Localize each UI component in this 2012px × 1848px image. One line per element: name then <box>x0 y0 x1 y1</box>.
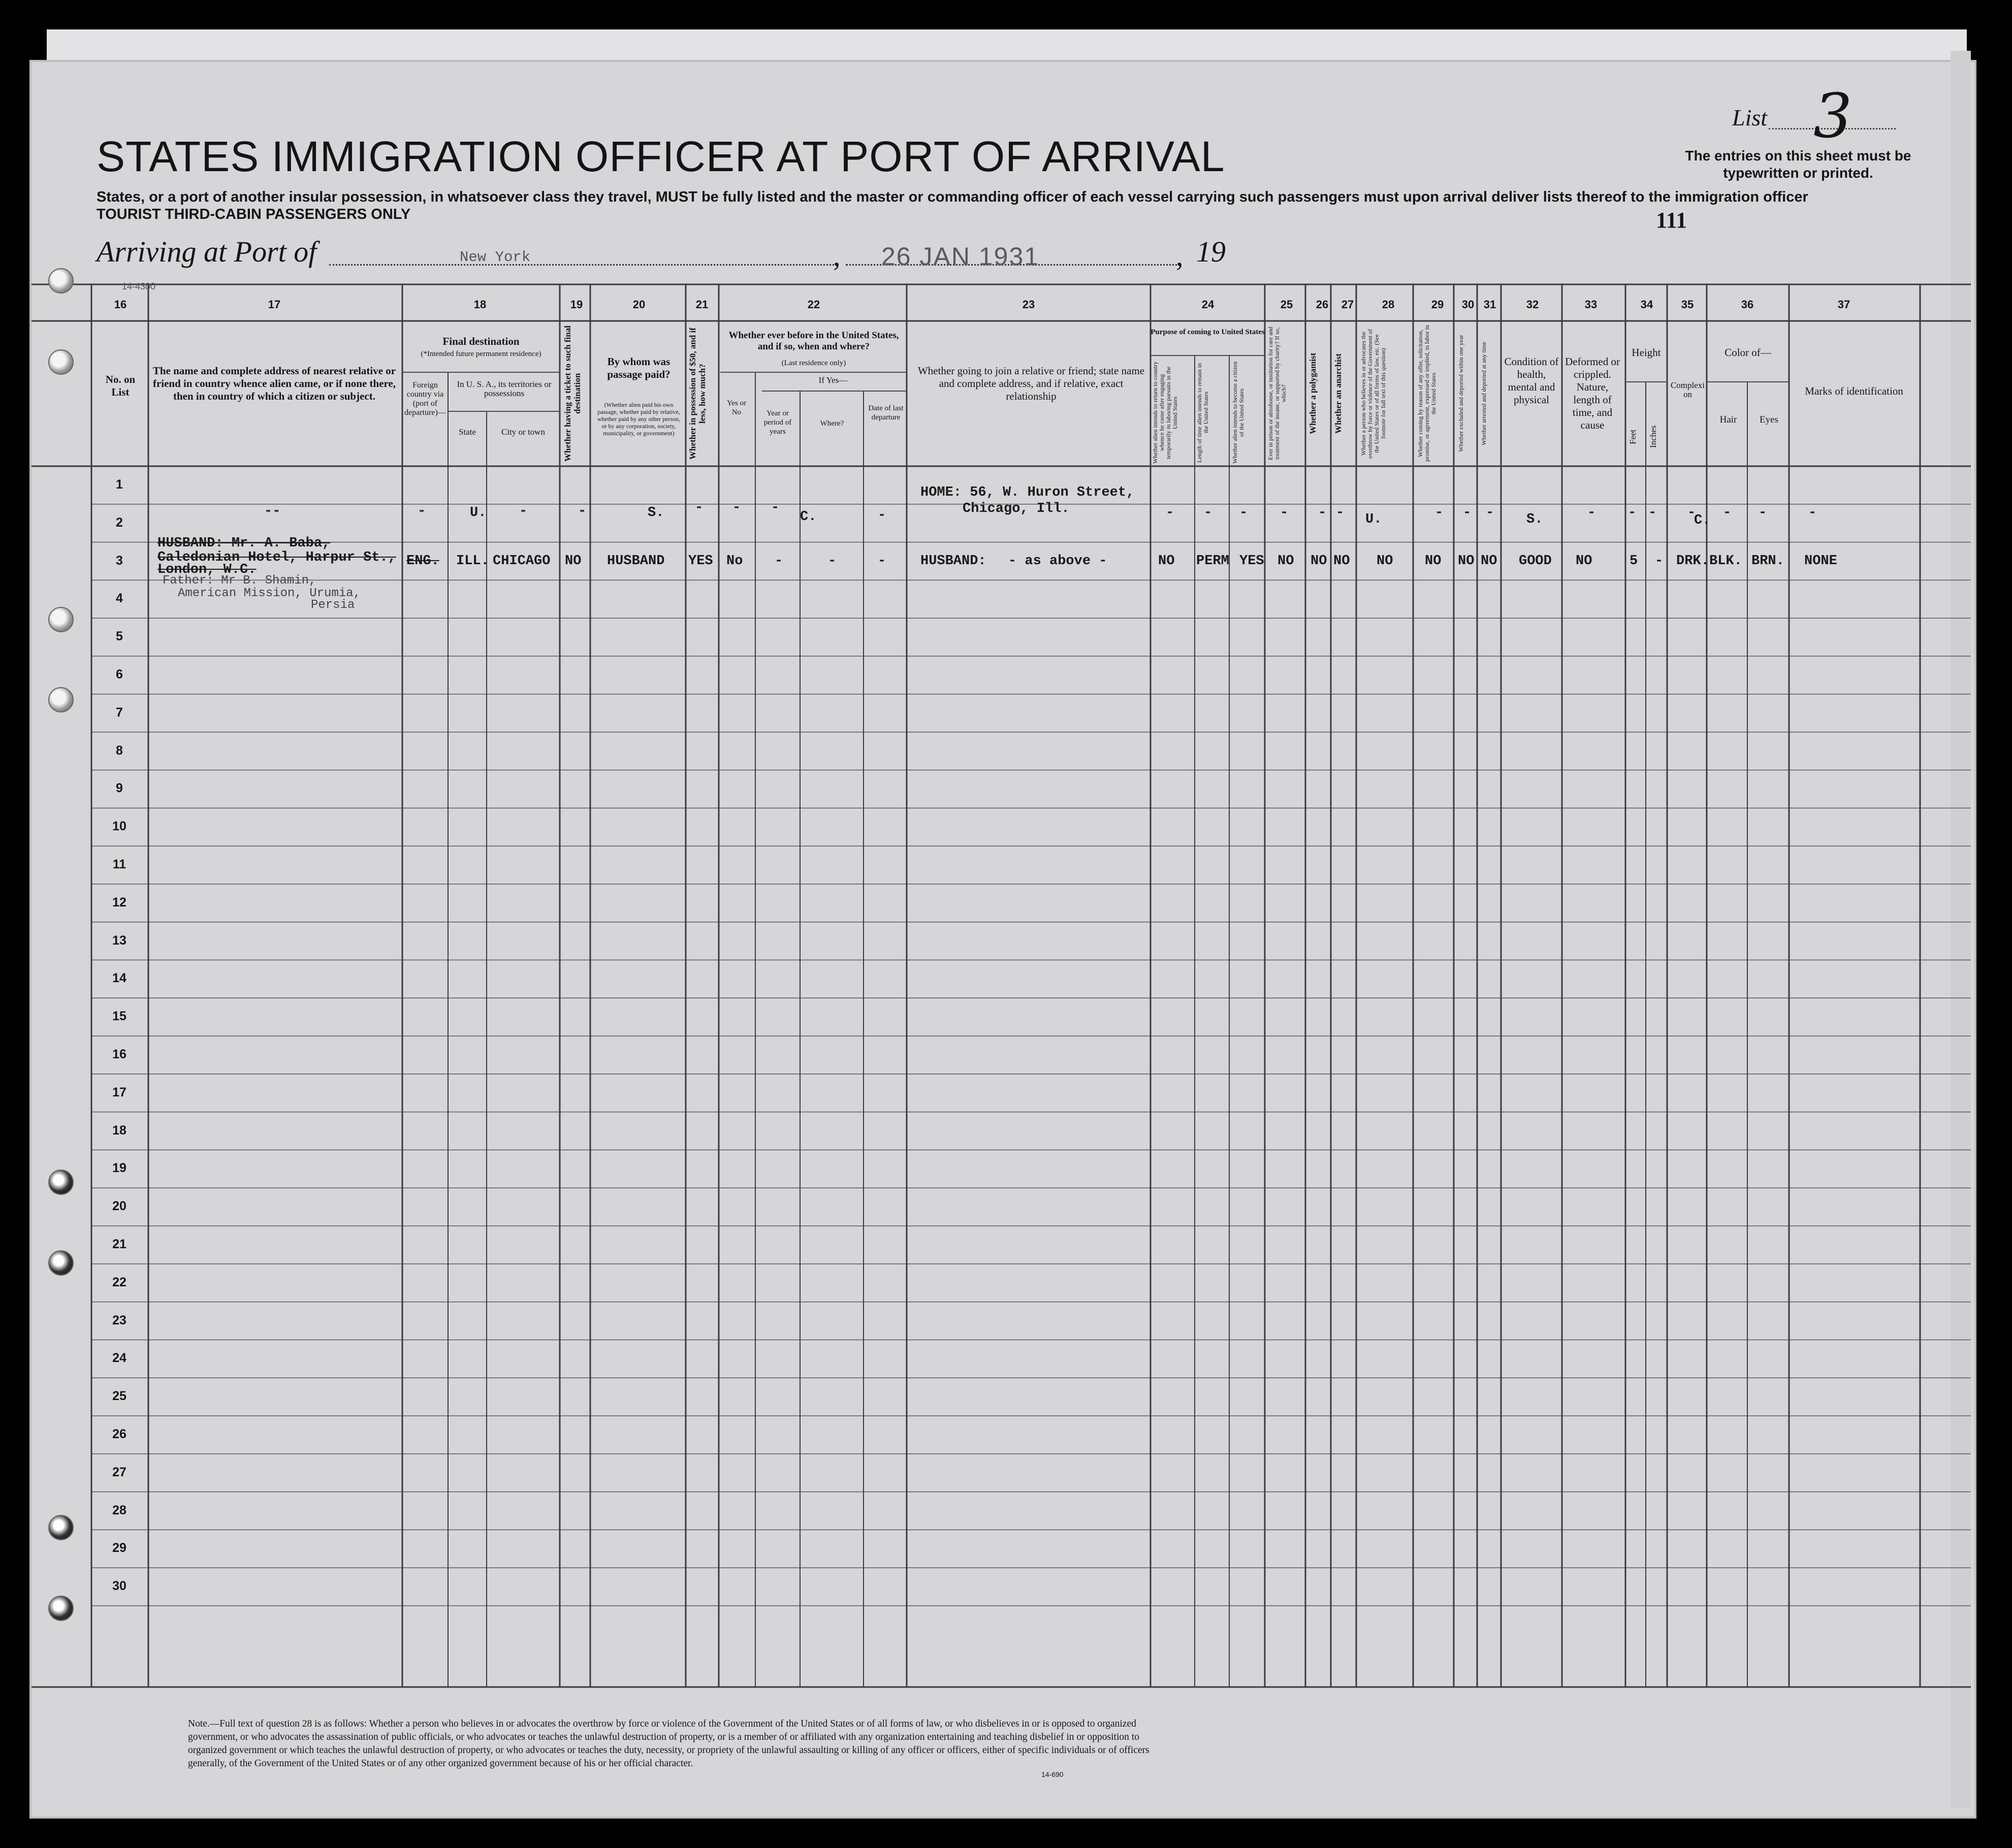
r1-q26: - <box>1318 505 1327 521</box>
row-number: 16 <box>112 1047 126 1061</box>
column-number: 17 <box>268 298 281 311</box>
r2-possession: YES <box>688 554 713 569</box>
header-health: Condition of health, mental and physical <box>1504 355 1559 406</box>
header-purpose-length: Length of time alien intends to remain in the United States <box>1196 363 1209 463</box>
r2-date: - <box>878 554 886 569</box>
port-value: New York <box>460 249 531 266</box>
r1-join-line2: Chicago, Ill. <box>963 501 1070 516</box>
row-number: 17 <box>112 1085 126 1099</box>
r3-relative-line2: American Mission, Urumia, <box>178 587 361 600</box>
r2-foreign: ENG. <box>406 554 439 569</box>
header-join-relative: Whether going to join a relative or friend; state name and complete address, and if relative, exact relationship <box>917 365 1145 402</box>
header-complexion: Complexion <box>1670 380 1705 399</box>
r1-ticket: - <box>578 504 587 519</box>
header-deformed: Deformed or crippled. Nature, length of time, and cause <box>1565 355 1620 431</box>
row-number: 4 <box>116 591 123 606</box>
header-where: Where? <box>820 419 844 428</box>
r3-relative-line3: Persia <box>311 598 355 612</box>
row-number: 12 <box>112 895 126 910</box>
sheet-number: 111 <box>1656 208 1687 233</box>
r2-where: - <box>828 554 837 569</box>
row-number: 13 <box>112 933 126 948</box>
r1-q31: - <box>1486 505 1494 521</box>
row-number: 27 <box>112 1465 126 1479</box>
r1-complexion-dash: - <box>1687 505 1696 521</box>
r1-foreign: - <box>418 504 426 519</box>
r1-inches: - <box>1648 505 1657 521</box>
r1-q28: U. <box>1365 512 1382 527</box>
row-number: 14 <box>112 971 126 986</box>
row-number: 8 <box>116 743 123 758</box>
row-number: 6 <box>116 667 123 682</box>
header-anarchist: Whether an anarchist <box>1333 353 1343 434</box>
r2-city: CHICAGO <box>493 554 551 569</box>
header-passage-paid: By whom was passage paid? <box>607 355 670 380</box>
port-dotted-line <box>329 264 837 266</box>
r1-q29: - <box>1435 505 1444 521</box>
entries-note: The entries on this sheet must be typewritten or printed. <box>1685 148 1911 181</box>
row-number: 18 <box>112 1123 126 1138</box>
r2-relative-line1: HUSBAND: Mr. A. Baba, <box>157 536 331 551</box>
r1-q27: - <box>1336 505 1345 521</box>
r2-relative-line2: Caledonian Hotel, Harpur St., <box>157 550 396 565</box>
row-number: 9 <box>116 781 123 796</box>
header-final-destination: Final destination <box>442 335 520 347</box>
punch-hole <box>48 1515 74 1540</box>
form-number: 14-4300 <box>122 281 156 291</box>
row-number: 10 <box>112 819 126 834</box>
r1-city: - <box>519 504 528 519</box>
row-number: 21 <box>112 1237 126 1251</box>
r2-deformed: NO <box>1576 554 1592 569</box>
date-stamp: 26 JAN 1931 <box>881 242 1040 271</box>
r2-eyes: BRN. <box>1751 554 1784 569</box>
r2-q26: NO <box>1311 554 1327 569</box>
r2-state: ILL. <box>456 554 489 569</box>
header-date-departure: Date of last departure <box>868 404 904 422</box>
column-number: 18 <box>473 298 487 311</box>
column-number: 29 <box>1431 298 1444 311</box>
row-number: 23 <box>112 1313 126 1327</box>
column-number: 34 <box>1640 298 1653 311</box>
column-number: 30 <box>1461 298 1475 311</box>
footnote: Note.—Full text of question 28 is as follows: Whether a person who believes in or advocates the overthrow by force or violence of the Government of the United States or of all forms of law, or who disbelieves in or is opposed to organized government, or who advocates the assassination of public officials, or who advocates or teaches the unlawful destruction of property, or is a member of or affiliated with any organization entertaining and teaching disbelief in or opposition to organized government or which teaches the unlawful destruction of property, or who advocates or teaches the duty, necessity, or propriety of the unlawful assaulting or killing of any officer or officers, either of specific individuals or of officers generally, of the Government of the United States or of any other organized government because of his or her official character. <box>188 1719 1149 1769</box>
r2-feet: 5 <box>1630 554 1638 569</box>
footnote-form-number: 14-690 <box>1041 1770 1064 1778</box>
header-feet: Feet <box>1628 429 1638 444</box>
r1-purpose-b: - <box>1204 505 1212 521</box>
page-title: STATES IMMIGRATION OFFICER AT PORT OF ARRIVAL <box>97 133 1225 180</box>
header-marks: Marks of identification <box>1805 385 1903 397</box>
column-number: 24 <box>1201 298 1215 311</box>
row-number: 7 <box>116 705 123 720</box>
comma: , <box>1176 239 1184 272</box>
row-number: 11 <box>112 857 126 871</box>
r2-hair: BLK. <box>1709 554 1742 569</box>
list-number: 3 <box>1813 81 1853 152</box>
row-number: 24 <box>112 1351 126 1366</box>
r1-purpose-c: - <box>1239 505 1248 521</box>
r2-purpose-a: NO <box>1158 554 1175 569</box>
punch-hole <box>48 607 74 632</box>
r2-yesno: No <box>726 554 743 569</box>
r2-q27: NO <box>1333 554 1350 569</box>
header-q29: Whether coming by reason of any offer, solicitation, promise, or agreement, expressed or implied, to labor in the United States <box>1417 325 1437 462</box>
row-number: 15 <box>112 1009 126 1024</box>
header-possession-50: Whether in possession of $50, and if less, how much? <box>688 328 707 460</box>
header-before-in-us: Whether ever before in the United States, and if so, when and where? <box>728 330 899 352</box>
r1-passage: S. <box>648 505 664 521</box>
header-final-destination-sub: (*Intended future permanent residence) <box>421 350 541 358</box>
r1-join-line1: HOME: 56, W. Huron Street, <box>920 485 1135 500</box>
r2-purpose-c: YES <box>1239 554 1264 569</box>
column-number: 35 <box>1681 298 1694 311</box>
column-number: 16 <box>114 298 127 311</box>
r1-q30: - <box>1463 505 1472 521</box>
r2-purpose-b: PERM <box>1196 554 1229 569</box>
row-number: 28 <box>112 1503 126 1517</box>
header-color-of: Color of— <box>1724 346 1771 359</box>
header-if-yes: If Yes— <box>818 375 848 385</box>
r2-marks: NONE <box>1804 554 1837 569</box>
punch-hole <box>48 349 74 375</box>
row-number: 20 <box>112 1199 126 1214</box>
column-number: 20 <box>632 298 646 311</box>
column-number: 37 <box>1837 298 1850 311</box>
row-number: 29 <box>112 1541 126 1555</box>
header-purpose: Purpose of coming to United States <box>1151 328 1265 336</box>
header-q31: Whether arrested and deported at any time <box>1480 342 1487 445</box>
subtitle-line-1: States, or a port of another insular possession, in whatsoever class they travel, MUST be fully listed and the master or commanding officer of each vessel carrying such passengers must upon arrival deliver lists thereof to the immigration officer <box>97 189 1808 205</box>
header-q28: Whether a person who believes in or advocates the overthrow by force or violence of the Government of the United States or of all forms of law, etc. (See footnote for full text of this question) <box>1360 329 1387 459</box>
year-label: 19 <box>1196 235 1226 268</box>
header-hair: Hair <box>1719 414 1737 425</box>
r1-purpose-a: - <box>1166 505 1174 521</box>
row-number: 1 <box>116 477 123 492</box>
column-number: 28 <box>1382 298 1395 311</box>
punch-hole <box>48 268 74 294</box>
column-number: 31 <box>1483 298 1496 311</box>
column-number: 26 <box>1316 298 1329 311</box>
column-number: 21 <box>695 298 709 311</box>
header-before-in-us-sub: (Last residence only) <box>781 359 846 367</box>
punch-hole <box>48 1250 74 1276</box>
r2-q25: NO <box>1278 554 1294 569</box>
r1-feet: - <box>1628 505 1637 521</box>
subtitle-line-2: TOURIST THIRD-CABIN PASSENGERS ONLY <box>97 206 411 222</box>
r2-ticket: NO <box>565 554 582 569</box>
column-number: 33 <box>1584 298 1598 311</box>
column-number: 19 <box>570 298 583 311</box>
header-no-on-list: No. on List <box>105 373 136 398</box>
r2-join: HUSBAND: <box>920 554 986 569</box>
r2-join-as-above: - as above - <box>1008 554 1107 569</box>
r1-health: S. <box>1526 512 1543 527</box>
header-passage-paid-sub: (Whether alien paid his own passage, whether paid by relative, whether paid by any other person, or by any corporation, society, municipality, or government) <box>597 401 681 437</box>
row-number: 30 <box>112 1579 126 1594</box>
r1-eyes: - <box>1759 505 1767 521</box>
row-number: 2 <box>116 515 123 530</box>
column-number: 25 <box>1280 298 1293 311</box>
header-height: Height <box>1632 346 1661 359</box>
column-number: 22 <box>807 298 820 311</box>
r1-state: U. <box>470 505 487 521</box>
header-eyes: Eyes <box>1760 414 1778 425</box>
r1-marks: - <box>1808 505 1817 521</box>
r1-complexion: C. <box>1694 513 1711 528</box>
r1-yesno: - <box>732 500 741 515</box>
header-state: State <box>459 427 476 437</box>
row-number: 3 <box>116 553 123 568</box>
header-purpose-citizen: Whether alien intends to become a citizen of the United States <box>1231 361 1245 464</box>
punch-hole <box>48 1596 74 1621</box>
punch-hole <box>48 687 74 712</box>
r1-deformed: - <box>1587 505 1596 521</box>
header-nearest-relative: The name and complete address of nearest relative or friend in country whence alien came, or if none there, then in country of which a citizen or subject. <box>152 365 396 402</box>
header-city: City or town <box>501 427 545 437</box>
r2-q29: NO <box>1425 554 1442 569</box>
r1-hair: - <box>1723 505 1732 521</box>
header-in-usa: In U. S. A., its territories or possessions <box>457 379 552 398</box>
column-number: 23 <box>1022 298 1035 311</box>
header-q30: Whether excluded and deported within one year <box>1457 335 1464 452</box>
r2-q31: NO <box>1481 554 1497 569</box>
header-polygamist: Whether a polygamist <box>1308 352 1318 435</box>
header-prison: Ever in prison or almshouse, or institution for care and treatment of the insane, or supported by charity? If so, which? <box>1267 327 1287 461</box>
row-number: 22 <box>112 1275 126 1289</box>
r2-complexion: DRK. <box>1676 554 1709 569</box>
row-number: 5 <box>116 629 123 644</box>
punch-hole <box>48 1170 74 1195</box>
r3-relative-line1: Father: Mr B. Shamin, <box>163 574 316 588</box>
r1-relative: -- <box>264 504 281 519</box>
column-number: 27 <box>1341 298 1354 311</box>
header-foreign-country: Foreign country via (port of departure)— <box>404 381 446 417</box>
r2-passage: HUSBAND <box>607 554 665 569</box>
r1-year: - <box>771 500 780 515</box>
r2-q28: NO <box>1377 554 1393 569</box>
r2-relative-line3: London, W.C. <box>157 562 257 577</box>
r1-possession: - <box>695 500 704 515</box>
header-year-period: Year or period of years <box>763 409 792 436</box>
header-purpose-return: Whether alien intends to return to country whence he came after engaging temporarily in laboring pursuits in the United States <box>1152 361 1178 464</box>
r2-health: GOOD <box>1519 554 1552 569</box>
r2-inches: - <box>1655 554 1664 569</box>
r2-q30: NO <box>1458 554 1475 569</box>
comma: , <box>833 239 841 272</box>
row-number: 25 <box>112 1389 126 1404</box>
header-yes-or-no: Yes or No <box>726 399 747 416</box>
r2-year: - <box>775 554 783 569</box>
r1-date: - <box>878 508 886 523</box>
row-number: 19 <box>112 1161 126 1176</box>
column-number: 32 <box>1526 298 1539 311</box>
r1-where: C. <box>800 509 817 525</box>
header-ticket: Whether having a ticket to such final destination <box>563 326 582 462</box>
r1-q25: - <box>1280 505 1289 521</box>
list-label: List <box>1732 105 1768 131</box>
header-inches: Inches <box>1648 425 1658 448</box>
row-number: 26 <box>112 1427 126 1441</box>
arriving-label: Arriving at Port of <box>97 235 317 268</box>
column-number: 36 <box>1741 298 1754 311</box>
